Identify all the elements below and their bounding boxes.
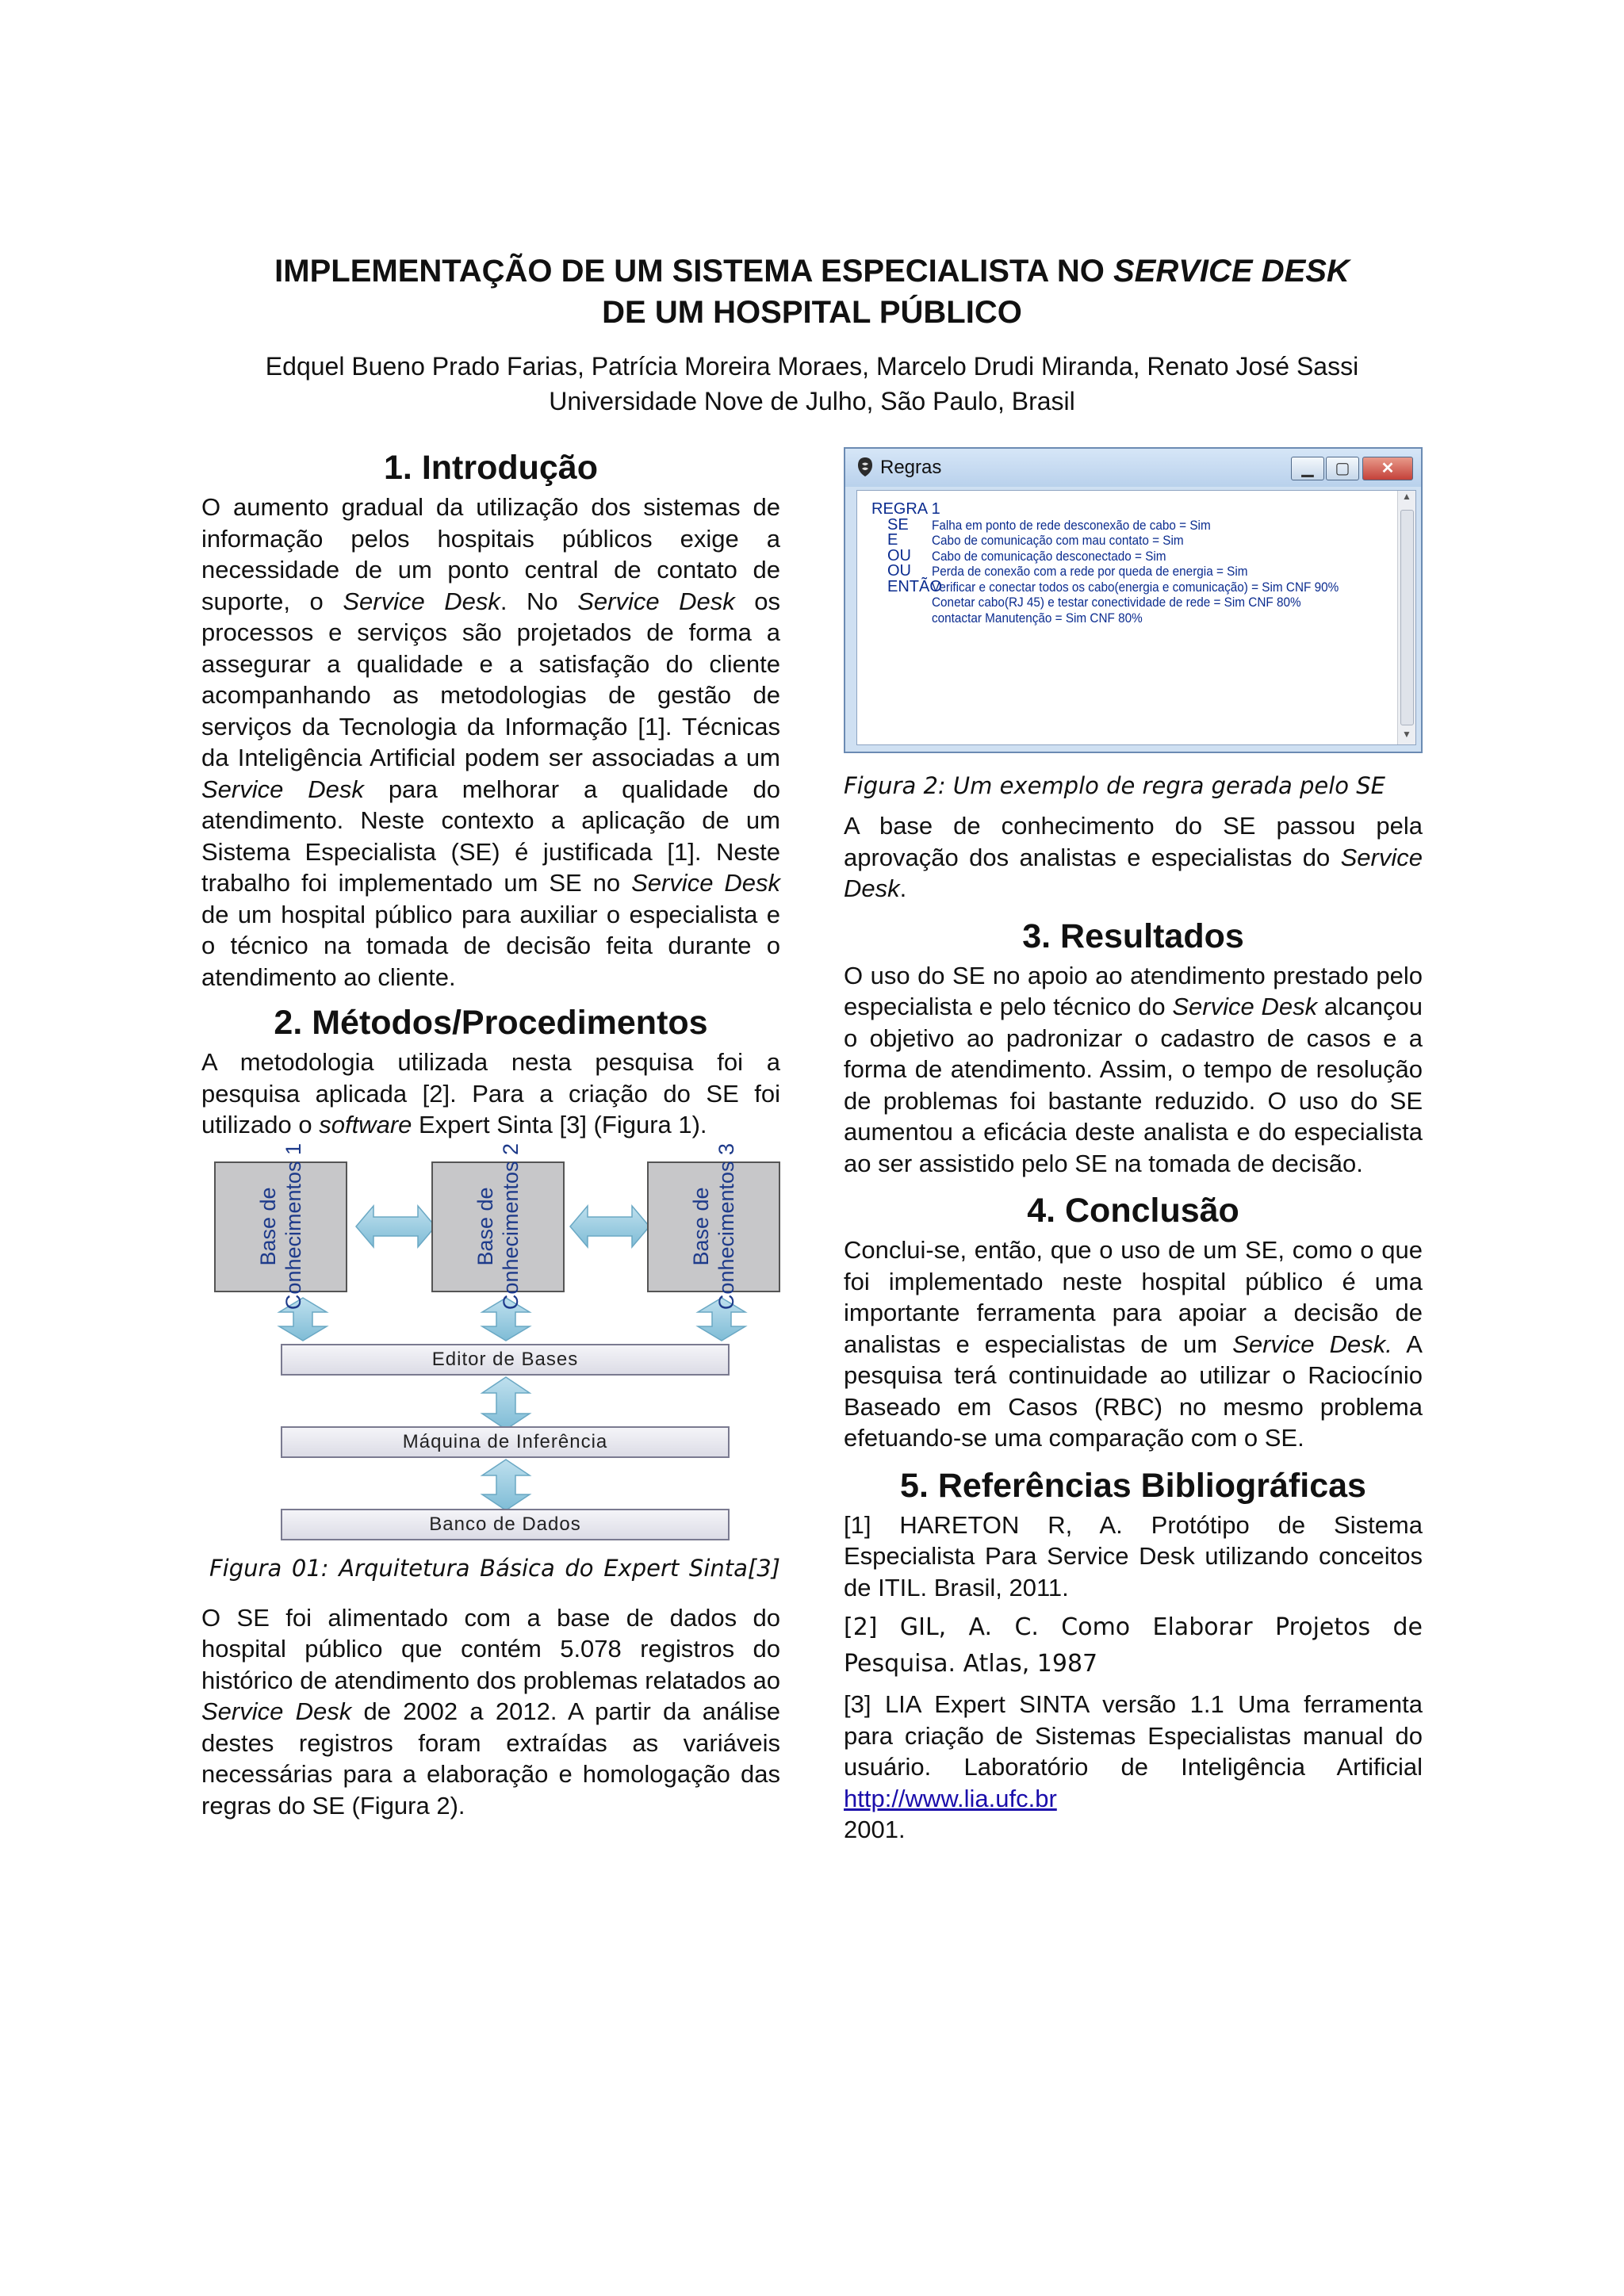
title-line2: DE UM HOSPITAL PÚBLICO [602, 295, 1022, 330]
section-heading-conclusion: 4. Conclusão [1027, 1192, 1239, 1230]
reference-2: [2] GIL, A. C. Como Elaborar Projetos de Pesquisa. Atlas, 1987 [844, 1613, 1423, 1678]
scroll-down-icon[interactable]: ▼ [1402, 729, 1411, 740]
window-title: Regras [880, 457, 942, 478]
arrow-editor-maquina [482, 1377, 530, 1429]
window-titlebar [845, 449, 1421, 487]
reference-1: [1] HARETON R, A. Protótipo de Sistema Especialista Para Service Desk utilizando conceitos de ITIL. Brasil, 2011. [844, 1510, 1423, 1601]
scroll-up-icon[interactable]: ▲ [1402, 491, 1411, 502]
affiliation: Universidade Nove de Julho, São Paulo, Brasil [549, 387, 1075, 415]
rule-row: ENTÃO Verificar e conectar todos os cabo(energia e comunicação) = Sim CNF 90% [887, 577, 1339, 595]
rule-row: OU Perda de conexão com a rede por queda de energia = Sim [887, 562, 1248, 580]
paper-title [159, 251, 1465, 333]
rule-row: Conetar cabo(RJ 45) e testar conectividade de rede = Sim CNF 80% [932, 595, 1301, 610]
maquina-de-inferencia-box: Máquina de Inferência [281, 1426, 730, 1458]
section-heading-results: 3. Resultados [1022, 916, 1244, 955]
reference-3: [3] LIA Expert SINTA versão 1.1 Uma ferramenta para criação de Sistemas Especialistas manual do usuário. Laboratório de Inteligência Artificial http://www.lia.ufc.br 2001. [844, 1690, 1423, 1843]
banco-de-dados-box: Banco de Dados [281, 1509, 730, 1540]
knowledge-base-1: Base de Conhecimentos 1 [214, 1161, 347, 1292]
rule-row: contactar Manutenção = Sim CNF 80% [932, 610, 1143, 626]
left-column [201, 444, 780, 1821]
author-list: Edquel Bueno Prado Farias, Patrícia Moreira Moraes, Marcelo Drudi Miranda, Renato José Sassi [265, 352, 1359, 381]
figure-2-caption: Figura 2: Um exemplo de regra gerada pelo SE [844, 772, 1385, 799]
reference-3-link[interactable]: http://www.lia.ufc.br [844, 1784, 1057, 1812]
rule-header: REGRA 1 [871, 500, 940, 518]
rule-row: OU Cabo de comunicação desconectado = Sim [887, 546, 1166, 564]
rule-listing [871, 502, 1392, 626]
editor-de-bases-box: Editor de Bases [281, 1344, 730, 1376]
vertical-scrollbar[interactable] [1397, 491, 1415, 744]
maximize-button[interactable]: ▢ [1326, 457, 1359, 480]
conclusion-paragraph: Conclui-se, então, que o uso de um SE, como o que foi implementado neste hospital público é uma importante ferramenta para apoiar a decisão de analistas e especialistas de um Service Desk. A pesquisa terá continuidade ao utilizar o Raciocínio Baseado em Casos (RBC) no mesmo problema efetuando-se uma comparação com o SE. [844, 1236, 1423, 1452]
figure-2-rules-window [844, 447, 1423, 753]
section-heading-references: 5. Referências Bibliográficas [900, 1466, 1366, 1505]
rule-row: E Cabo de comunicação com mau contato = Sim [887, 531, 1184, 549]
fig2-paragraph: A base de conhecimento do SE passou pela aprovação dos analistas e especialistas do Service Desk. [844, 812, 1423, 902]
section-heading-intro: 1. Introdução [384, 449, 598, 487]
knowledge-base-2: Base de Conhecimentos 2 [431, 1161, 565, 1292]
methods-paragraph: A metodologia utilizada nesta pesquisa foi a pesquisa aplicada [2]. Para a criação do SE foi utilizado o software Expert Sinta [3] (Figura 1). [201, 1048, 780, 1138]
app-icon [856, 457, 874, 477]
close-button[interactable]: ✕ [1362, 457, 1413, 480]
minimize-button[interactable]: ▁ [1291, 457, 1324, 480]
results-paragraph: O uso do SE no apoio ao atendimento prestado pelo especialista e pelo técnico do Service Desk alcançou o objetivo ao padronizar o cadastro de casos e a forma de atendimento. Assim, o tempo de resolução de problemas foi bastante reduzido. O uso do SE aumentou a eficácia deste analista e do especialista ao ser assistido pelo SE na tomada de decisão. [844, 961, 1423, 1177]
title-line1: IMPLEMENTAÇÃO DE UM SISTEMA ESPECIALISTA NO [274, 254, 1113, 289]
title-line1-italic: SERVICE DESK [1113, 254, 1350, 289]
intro-paragraph: O aumento gradual da utilização dos sistemas de informação pelos hospitais públicos exige a necessidade de um ponto central de contato de suporte, o Service Desk. No Service Desk os processos e serviços são projetados de forma a assegurar a qualidade e a satisfação do cliente acompanhando as metodologias de gestão de serviços da Tecnologia da Informação [1]. Técnicas da Inteligência Artificial podem ser associadas a um Service Desk para melhorar a qualidade do atendimento. Neste contexto a aplicação de um Sistema Especialista (SE) é justificada [1]. Neste trabalho foi implementado um SE no Service Desk de um hospital público para auxiliar o especialista e o técnico na tomada de decisão feita durante o atendimento ao cliente. [201, 493, 781, 991]
rules-text-area[interactable] [856, 490, 1416, 745]
arrow-kb1-kb2 [356, 1206, 435, 1247]
figure-1-architecture [201, 1142, 780, 1550]
figure-1-caption: Figura 01: Arquitetura Básica do Expert Sinta[3] [209, 1554, 780, 1582]
right-column [844, 444, 1423, 1852]
arrow-kb2-kb3 [570, 1206, 649, 1247]
scroll-thumb[interactable] [1400, 510, 1414, 725]
section-heading-methods: 2. Métodos/Procedimentos [274, 1004, 708, 1042]
rule-row: SE Falha em ponto de rede desconexão de cabo = Sim [887, 515, 1211, 534]
arrow-maquina-banco [482, 1460, 530, 1510]
methods-paragraph-2: O SE foi alimentado com a base de dados do hospital público que contém 5.078 registros do histórico de atendimento dos problemas relatados ao Service Desk de 2002 a 2012. A partir da análise destes registros foram extraídas as variáveis necessárias para a elaboração e homologação das regras do SE (Figura 2). [201, 1603, 780, 1820]
knowledge-base-3: Base de Conhecimentos 3 [647, 1161, 780, 1292]
authors-block [159, 349, 1465, 419]
